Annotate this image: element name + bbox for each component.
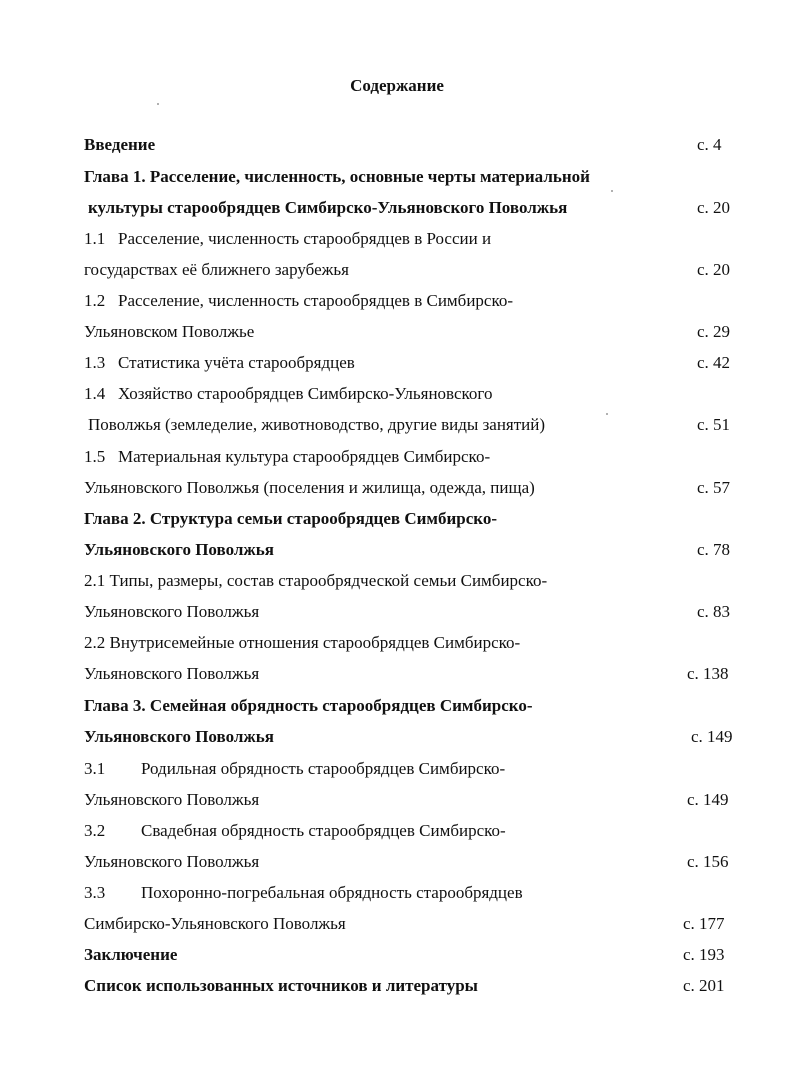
toc-s3-1-page: с. 149 bbox=[687, 790, 729, 809]
toc-ch1-line1: Глава 1. Расселение, численность, основные черты материальной bbox=[84, 167, 590, 186]
toc-s1-3-num: 1.3 bbox=[84, 353, 106, 372]
toc-s1-3-page: с. 42 bbox=[697, 353, 731, 372]
toc-s1-2-line1 bbox=[84, 291, 513, 311]
toc-ch2-line1: Глава 2. Структура семьи старообрядцев Симбирско- bbox=[84, 509, 498, 528]
toc-s1-5-title: Материальная культура старообрядцев Симбирско- bbox=[118, 447, 491, 466]
toc-s2-2-line1: 2.2 Внутрисемейные отношения старообрядцев Симбирско- bbox=[84, 633, 521, 652]
toc-conclusion-label: Заключение bbox=[84, 945, 178, 964]
toc-s3-1-title: Родильная обрядность старообрядцев Симбирско- bbox=[141, 759, 506, 778]
toc-s3-3-page: с. 177 bbox=[683, 914, 725, 933]
toc-ch3-line1: Глава 3. Семейная обрядность старообрядцев Симбирско- bbox=[84, 696, 533, 715]
toc-s1-5-page: с. 57 bbox=[697, 478, 731, 497]
toc-s1-1-page: с. 20 bbox=[697, 260, 731, 279]
toc-ch1-line2: культуры старообрядцев Симбирско-Ульяновского Поволжья bbox=[88, 198, 568, 217]
toc-s2-1-line2: Ульяновского Поволжья bbox=[84, 602, 260, 621]
toc-s3-3-num: 3.3 bbox=[84, 883, 106, 902]
scan-speck bbox=[611, 190, 613, 192]
toc-s3-2-num: 3.2 bbox=[84, 821, 106, 840]
toc-s1-2-page: с. 29 bbox=[697, 322, 731, 341]
toc-s3-2-line2: Ульяновского Поволжья bbox=[84, 852, 260, 871]
toc-s1-4-line2: Поволжья (земледелие, животноводство, другие виды занятий) bbox=[88, 415, 546, 434]
toc-intro-page: с. 4 bbox=[697, 135, 722, 154]
toc-s1-3-title: Статистика учёта старообрядцев bbox=[118, 353, 355, 372]
toc-s1-5-line1 bbox=[84, 447, 490, 467]
toc-s2-2-page: с. 138 bbox=[687, 664, 729, 683]
toc-s1-2-line2: Ульяновском Поволжье bbox=[84, 322, 255, 341]
toc-s3-2-title: Свадебная обрядность старообрядцев Симбирско- bbox=[141, 821, 506, 840]
toc-s1-5-num: 1.5 bbox=[84, 447, 106, 466]
toc-s3-1-line1 bbox=[84, 759, 505, 779]
toc-s1-1-line2: государствах её ближнего зарубежья bbox=[84, 260, 349, 279]
scan-speck bbox=[606, 413, 608, 415]
scan-speck bbox=[157, 103, 159, 105]
toc-s1-2-num: 1.2 bbox=[84, 291, 106, 310]
toc-ch3-page: с. 149 bbox=[691, 727, 733, 746]
toc-conclusion-page: с. 193 bbox=[683, 945, 725, 964]
toc-s1-4-line1 bbox=[84, 384, 492, 404]
toc-intro-label: Введение bbox=[84, 135, 156, 154]
toc-s3-2-line1 bbox=[84, 821, 506, 841]
toc-sources-page: с. 201 bbox=[683, 976, 725, 995]
toc-s2-1-line1: 2.1 Типы, размеры, состав старообрядческой семьи Симбирско- bbox=[84, 571, 548, 590]
toc-s1-1-num: 1.1 bbox=[84, 229, 106, 248]
toc-s3-1-num: 3.1 bbox=[84, 759, 106, 778]
page-title: Содержание bbox=[350, 76, 444, 95]
toc-s1-1-title: Расселение, численность старообрядцев в России и bbox=[118, 229, 492, 248]
toc-ch2-page: с. 78 bbox=[697, 540, 731, 559]
toc-s3-3-line2: Симбирско-Ульяновского Поволжья bbox=[84, 914, 346, 933]
toc-s1-4-num: 1.4 bbox=[84, 384, 106, 403]
toc-s1-1-line1 bbox=[84, 229, 491, 249]
toc-s1-2-title: Расселение, численность старообрядцев в Симбирско- bbox=[118, 291, 514, 310]
toc-s1-4-page: с. 51 bbox=[697, 415, 731, 434]
toc-ch2-line2: Ульяновского Поволжья bbox=[84, 540, 274, 559]
toc-ch3-line2: Ульяновского Поволжья bbox=[84, 727, 274, 746]
toc-s3-1-line2: Ульяновского Поволжья bbox=[84, 790, 260, 809]
toc-s3-3-line1 bbox=[84, 883, 523, 903]
toc-sources-label: Список использованных источников и литературы bbox=[84, 976, 478, 995]
toc-ch1-page: с. 20 bbox=[697, 198, 731, 217]
toc-s2-1-page: с. 83 bbox=[697, 602, 731, 621]
toc-s3-2-page: с. 156 bbox=[687, 852, 729, 871]
toc-s1-5-line2: Ульяновского Поволжья (поселения и жилища, одежда, пища) bbox=[84, 478, 535, 497]
toc-s1-4-title: Хозяйство старообрядцев Симбирско-Ульяновского bbox=[118, 384, 493, 403]
toc-s3-3-title: Похоронно-погребальная обрядность старообрядцев bbox=[141, 883, 523, 902]
toc-s2-2-line2: Ульяновского Поволжья bbox=[84, 664, 260, 683]
toc-s1-3-line1 bbox=[84, 353, 355, 373]
